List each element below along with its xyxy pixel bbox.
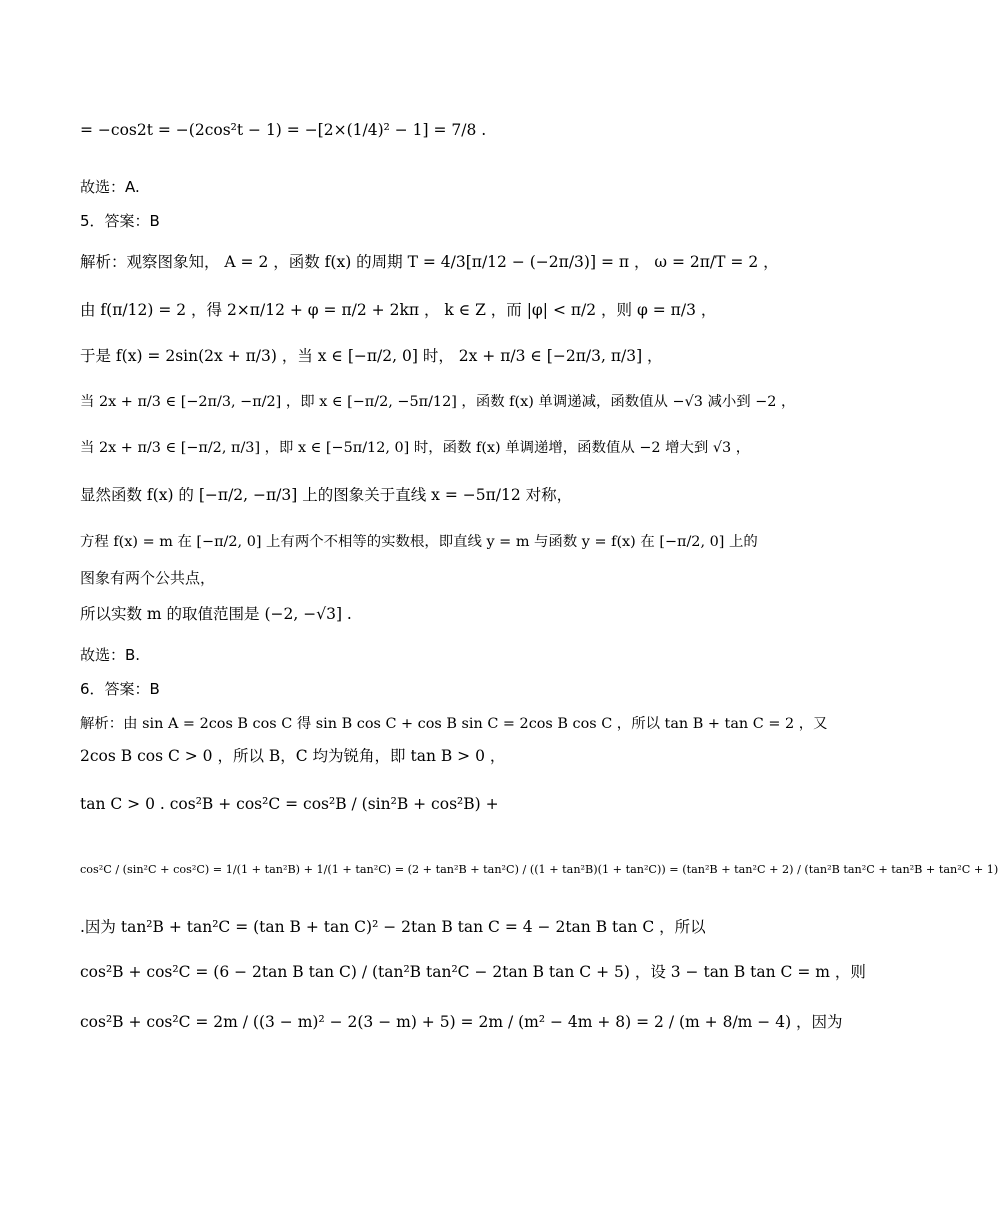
text-line-7: 当 2x + π/3 ∈ [−2π/3, −π/2] ，即 x ∈ [−π/2, −5π/12] ，函数 f(x) 单调递减，函数值从 −√3 减小到 −2 ， (80, 394, 796, 410)
text-line-12: 所以实数 m 的取值范围是 (−2, −√3] . (80, 605, 352, 623)
text-line-16: 2cos B cos C > 0 ，所以 B，C 均为锐角，即 tan B > 0 ， (80, 747, 506, 765)
text-line-14: 6．答案：B (80, 680, 160, 698)
text-line-20: cos²B + cos²C = (6 − 2tan B tan C) / (tan²B tan²C − 2tan B tan C + 5) ，设 3 − tan B tan C = m ，则 (80, 963, 866, 981)
text-line-3: 5．答案：B (80, 212, 160, 230)
text-line-6: 于是 f(x) = 2sin(2x + π/3) ，当 x ∈ [−π/2, 0] 时， 2x + π/3 ∈ [−2π/3, π/3] ， (80, 347, 663, 365)
text-line-21: cos²B + cos²C = 2m / ((3 − m)² − 2(3 − m) + 5) = 2m / (m² − 4m + 8) = 2 / (m + 8/m − 4) ，因为 (80, 1013, 843, 1031)
text-line-4: 解析：观察图象知， A = 2 ，函数 f(x) 的周期 T = 4/3[π/12 − (−2π/3)] = π ， ω = 2π/T = 2 ， (80, 253, 779, 271)
text-line-2: 故选：A. (80, 178, 140, 196)
text-line-9: 显然函数 f(x) 的 [−π/2, −π/3] 上的图象关于直线 x = −5π/12 对称， (80, 486, 573, 504)
text-line-13: 故选：B. (80, 646, 141, 664)
text-line-1: = −cos2t = −(2cos²t − 1) = −[2×(1/4)² − 1] = 7/8 . (80, 121, 487, 139)
text-line-15: 解析：由 sin A = 2cos B cos C 得 sin B cos C + cos B sin C = 2cos B cos C ，所以 tan B + tan C = 2 ，又 (80, 716, 828, 732)
text-line-18: cos²C / (sin²C + cos²C) = 1/(1 + tan²B) + 1/(1 + tan²C) = (2 + tan²B + tan²C) / ((1 + tan²B)(1 + tan²C)) = (tan²B + tan²C + 2) / (tan²B tan²C + tan²B + tan²C + 1) (80, 863, 998, 876)
text-line-5: 由 f(π/12) = 2 ，得 2×π/12 + φ = π/2 + 2kπ ， k ∈ Z ，而 |φ| < π/2 ，则 φ = π/3 ， (80, 301, 717, 319)
text-line-17: tan C > 0 . cos²B + cos²C = cos²B / (sin²B + cos²B) + (80, 795, 499, 813)
text-line-10: 方程 f(x) = m 在 [−π/2, 0] 上有两个不相等的实数根，即直线 y = m 与函数 y = f(x) 在 [−π/2, 0] 上的 (80, 534, 758, 550)
text-line-11: 图象有两个公共点， (80, 569, 216, 587)
text-line-8: 当 2x + π/3 ∈ [−π/2, π/3] ，即 x ∈ [−5π/12, 0] 时，函数 f(x) 单调递增，函数值从 −2 增大到 √3 ， (80, 440, 751, 456)
text-line-19: .因为 tan²B + tan²C = (tan B + tan C)² − 2tan B tan C = 4 − 2tan B tan C ，所以 (80, 918, 706, 936)
